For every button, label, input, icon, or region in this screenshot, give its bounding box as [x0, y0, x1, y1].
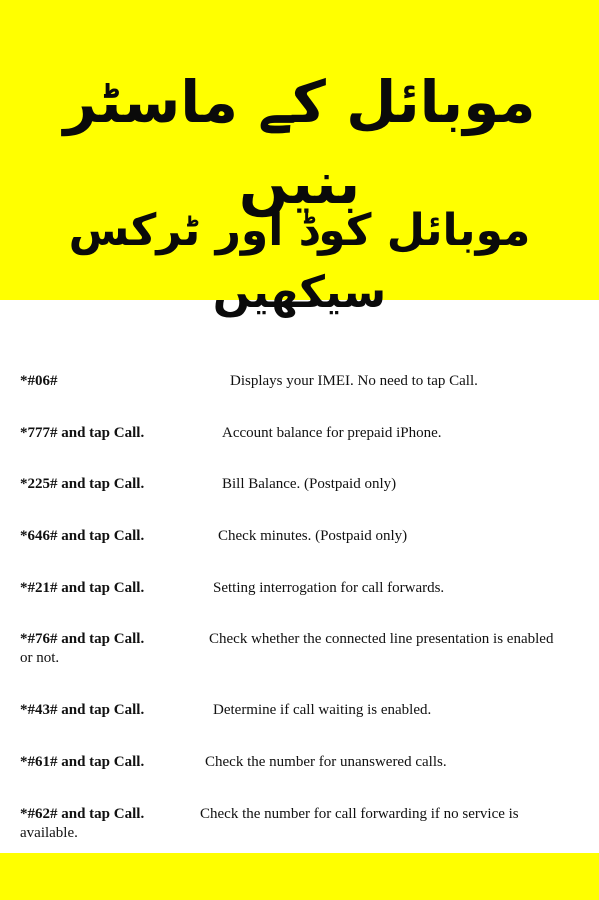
code-description: Determine if call waiting is enabled. — [213, 702, 432, 718]
footer-band — [0, 853, 599, 900]
page-subtitle: موبائل کوڈ اور ٹرکس سیکھیں — [68, 205, 531, 318]
code-label: *#61# and tap Call. — [20, 754, 145, 770]
code-description: Check the number for unanswered calls. — [205, 754, 447, 770]
code-label: *225# and tap Call. — [20, 476, 145, 492]
code-description: Bill Balance. (Postpaid only) — [222, 476, 397, 492]
code-label: *#62# and tap Call. — [20, 806, 145, 822]
code-description: Setting interrogation for call forwards. — [213, 580, 445, 596]
page-title: موبائل کے ماسٹر بنیں — [63, 68, 536, 218]
code-label: *#43# and tap Call. — [20, 702, 145, 718]
code-description-continued: or not. — [20, 650, 60, 666]
code-description: Check minutes. (Postpaid only) — [218, 528, 408, 544]
code-label: *#21# and tap Call. — [20, 580, 145, 596]
code-label: *777# and tap Call. — [20, 425, 145, 441]
code-label: *646# and tap Call. — [20, 528, 145, 544]
code-label: *#06# — [20, 373, 58, 389]
code-description-continued: available. — [20, 825, 78, 841]
code-description: Check the number for call forwarding if no service is — [200, 806, 519, 822]
codes-list — [0, 300, 599, 852]
code-description: Check whether the connected line presentation is enabled — [209, 631, 554, 647]
code-label: *#76# and tap Call. — [20, 631, 145, 647]
code-description: Account balance for prepaid iPhone. — [222, 425, 442, 441]
header-banner — [0, 0, 599, 318]
code-description: Displays your IMEI. No need to tap Call. — [230, 373, 478, 389]
